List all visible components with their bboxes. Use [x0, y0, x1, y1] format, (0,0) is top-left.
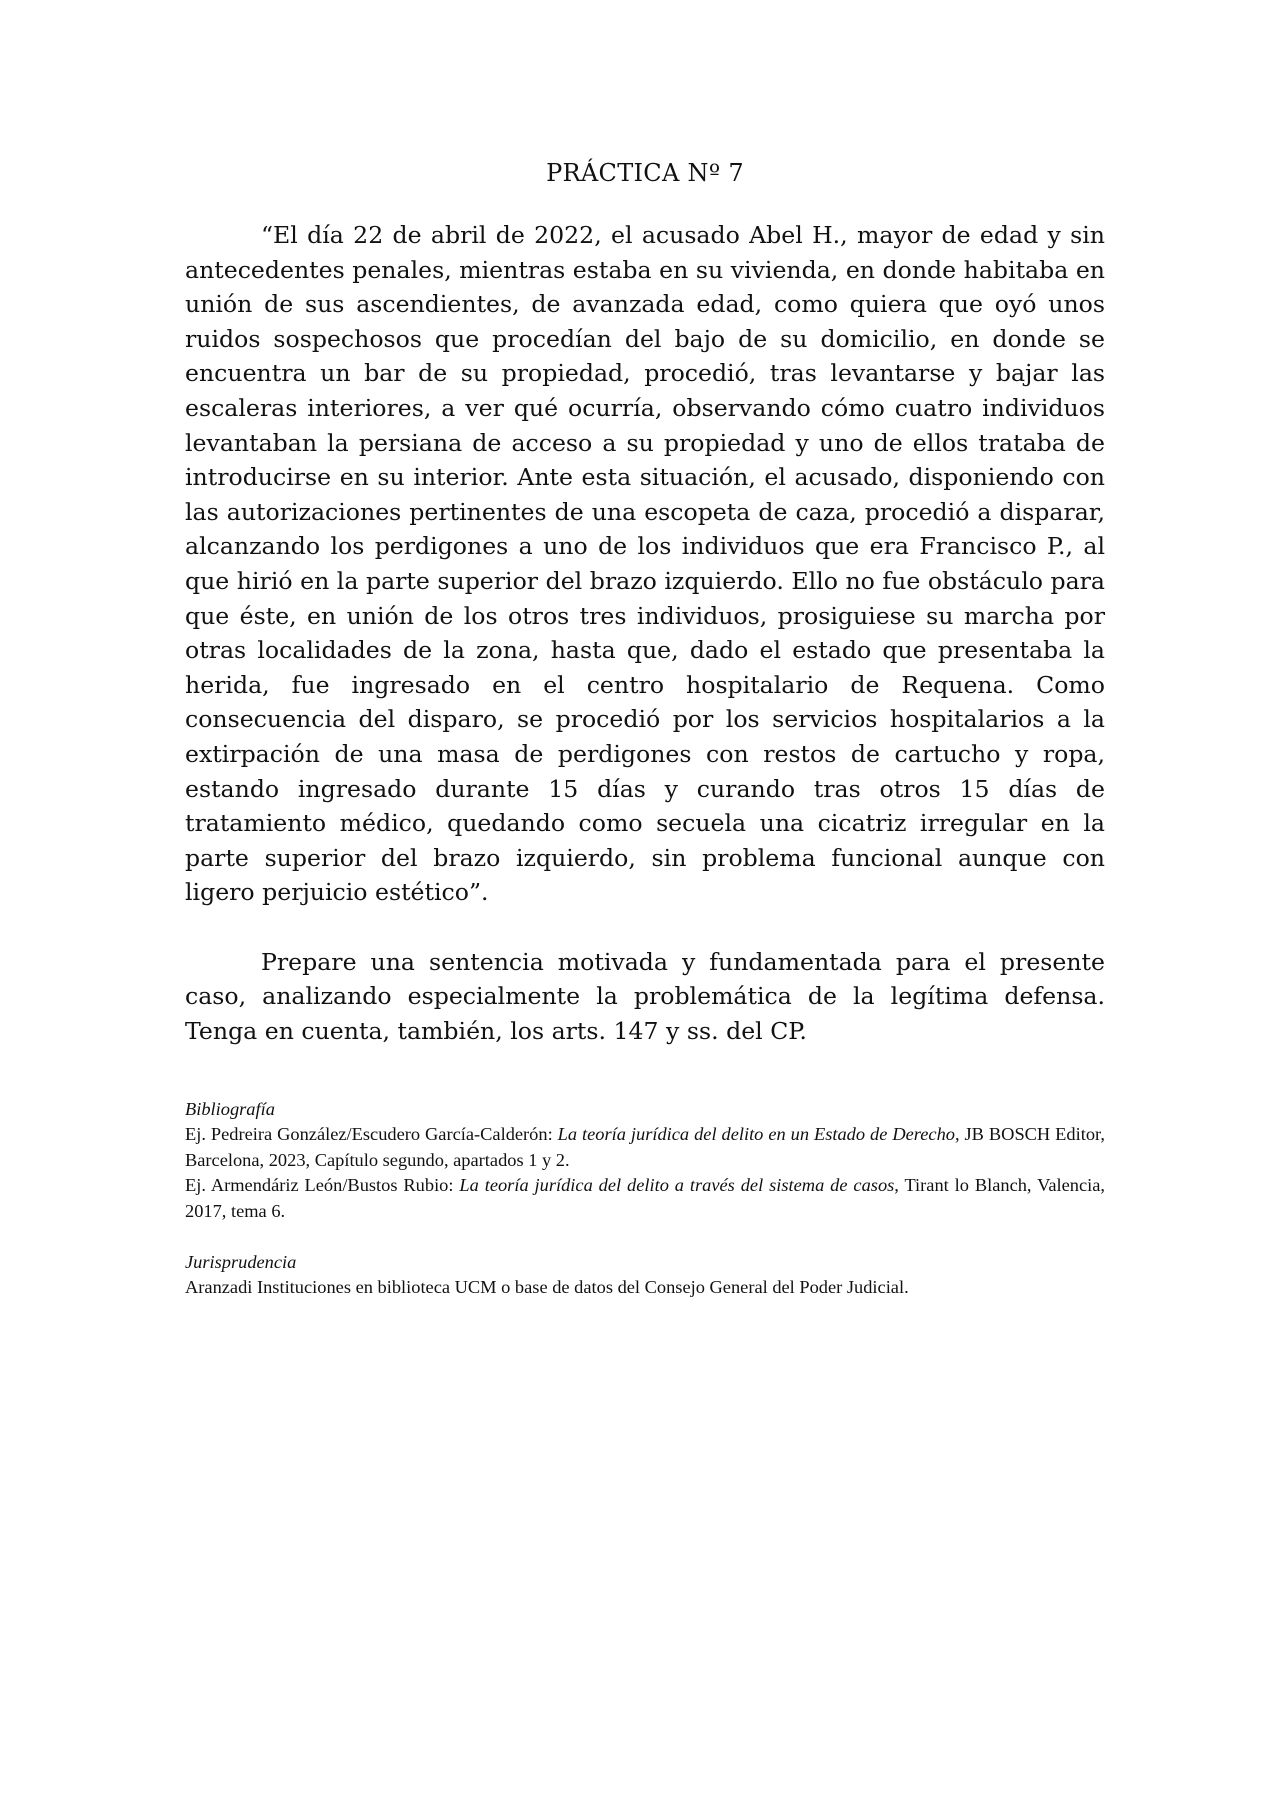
bibliography-heading: Bibliografía — [185, 1098, 275, 1119]
bibliography-entry — [185, 1122, 1105, 1173]
bibliography-entry — [185, 1173, 1105, 1224]
bibliography-entry-title: La teoría jurídica del delito a través del sistema de casos — [459, 1175, 895, 1196]
jurisprudence-heading: Jurisprudencia — [185, 1251, 297, 1272]
bibliography-entry-details: , Tirant lo Blanch, Valencia, 2017, tema 6. — [185, 1175, 1106, 1222]
document-body — [185, 150, 1105, 1301]
references-section — [185, 1097, 1105, 1301]
case-paragraph: “El día 22 de abril de 2022, el acusado Abel H., mayor de edad y sin antecedentes penales, mientras estaba en su vivienda, en donde habitaba en unión de sus ascendientes, de avanzada edad, como quiera que oyó unos ruidos sospechosos que procedían del bajo de su domicilio, en donde se encuentra un bar de su propiedad, procedió, tras levantarse y bajar las escaleras interiores, a ver qué ocurría, observando cómo cuatro individuos levantaban la persiana de acceso a su propiedad y uno de ellos trataba de introducirse en su interior. Ante esta situación, el acusado, disponiendo con las autorizaciones pertinentes de una escopeta de caza, procedió a disparar, alcanzando los perdigones a uno de los individuos que era Francisco P., al que hirió en la parte superior del brazo izquierdo. Ello no fue obstáculo para que éste, en unión de los otros tres individuos, prosiguiese su marcha por otras localidades de la zona, hasta que, dado el estado que presentaba la herida, fue ingresado en el centro hospitalario de Requena. Como consecuencia del disparo, se procedió por los servicios hospitalarios a la extirpación de una masa de perdigones con restos de cartucho y ropa, estando ingresado durante 15 días y curando tras otros 15 días de tratamiento médico, quedando como secuela una cicatriz irregular en la parte superior del brazo izquierdo, sin problema funcional aunque con ligero perjuicio estético”. — [185, 221, 1105, 907]
section-spacer — [185, 1225, 1105, 1250]
bibliography-entry-authors: Ej. Armendáriz León/Bustos Rubio: — [185, 1175, 460, 1196]
bibliography-entry-authors: Ej. Pedreira González/Escudero García-Calderón: — [185, 1124, 558, 1145]
bibliography-entry-details: , JB BOSCH Editor, Barcelona, 2023, Capítulo segundo, apartados 1 y 2. — [185, 1124, 1105, 1170]
instruction-paragraph: Prepare una sentencia motivada y fundamentada para el presente caso, analizando especialmente la problemática de la legítima defensa. Tenga en cuenta, también, los arts. 147 y ss. del CP. — [185, 947, 1105, 1046]
jurisprudence-text: Aranzadi Instituciones en biblioteca UCM o base de datos del Consejo General del Poder Judicial. — [185, 1277, 909, 1298]
bibliography-entry-title: La teoría jurídica del delito en un Estado de Derecho — [557, 1124, 955, 1145]
page-title: PRÁCTICA Nº 7 — [546, 159, 744, 187]
